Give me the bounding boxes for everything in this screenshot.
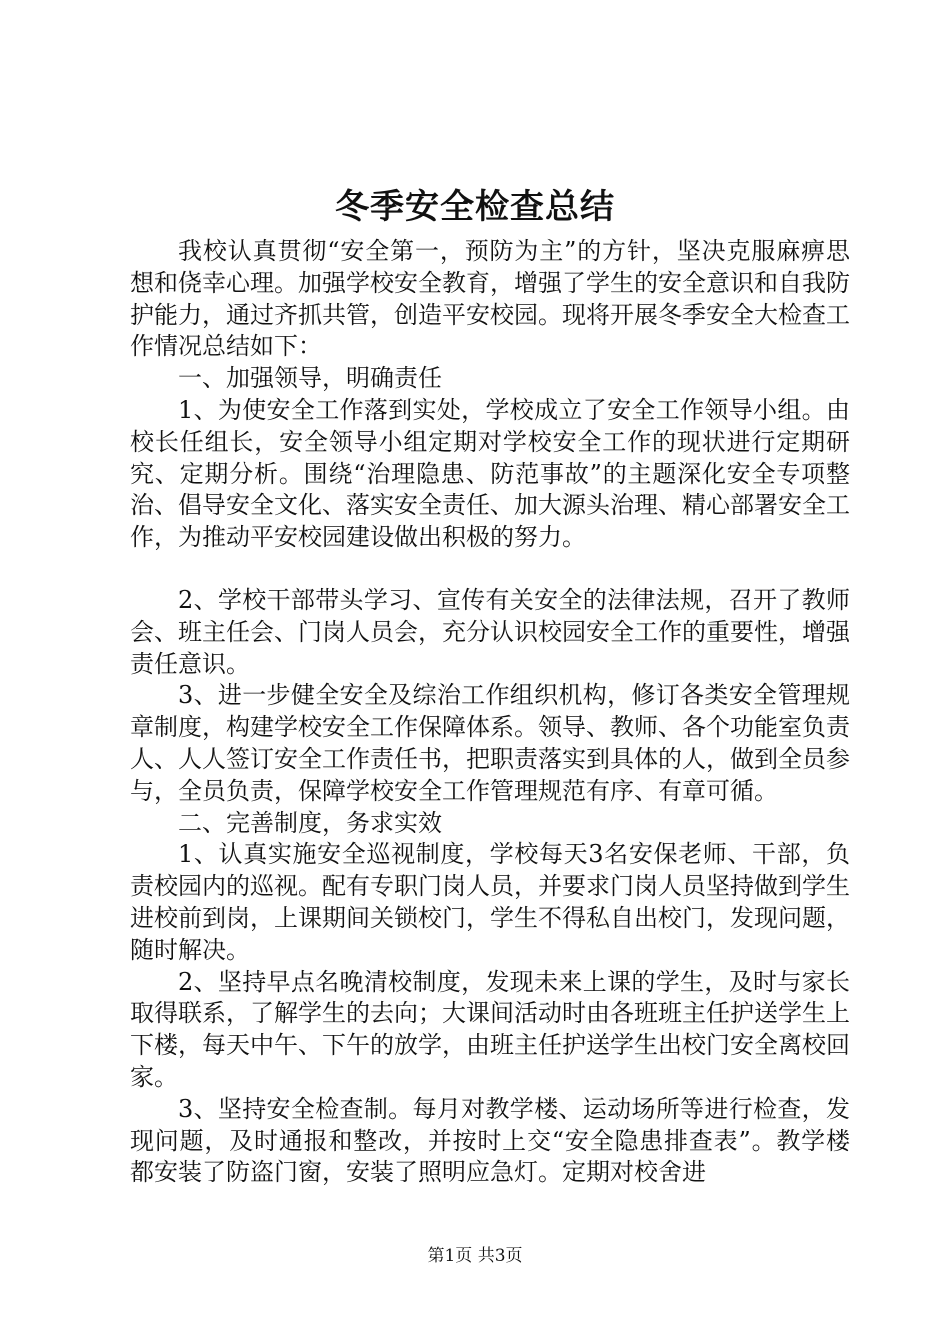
paragraph-1-2: 2、学校干部带头学习、宣传有关安全的法律法规，召开了教师会、班主任会、门岗人员会，充分认识校园安全工作的重要性，增强责任意识。 [130, 585, 850, 678]
document-body [130, 236, 850, 1189]
section-heading-2: 二、完善制度，务求实效 [178, 808, 442, 837]
section-heading-1: 一、加强领导，明确责任 [178, 364, 442, 393]
paragraph-1-3: 3、进一步健全安全及综治工作组织机构，修订各类安全管理规章制度，构建学校安全工作保障体系。领导、教师、各个功能室负责人、人人签订安全工作责任书，把职责落实到具体的人，做到全员参与，全员负责，保障学校安全工作管理规范有序、有章可循。 [130, 681, 850, 805]
page-title: 冬季安全检查总结 [335, 187, 615, 227]
paragraph-2-2: 2、坚持早点名晚清校制度，发现未来上课的学生，及时与家长取得联系，了解学生的去向；大课间活动时由各班班主任护送学生上下楼，每天中午、下午的放学，由班主任护送学生出校门安全离校回家。 [130, 967, 850, 1091]
page-footer: 第1页 共3页 [427, 1246, 523, 1266]
paragraph-2-3: 3、坚持安全检查制。每月对教学楼、运动场所等进行检查，发现问题，及时通报和整改，并按时上交“安全隐患排查表”。教学楼都安装了防盗门窗，安装了照明应急灯。定期对校舍进 [130, 1094, 850, 1187]
paragraph-1-1: 1、为使安全工作落到实处，学校成立了安全工作领导小组。由校长任组长，安全领导小组定期对学校安全工作的现状进行定期研究、定期分析。围绕“治理隐患、防范事故”的主题深化安全专项整治、倡导安全文化、落实安全责任、加大源头治理、精心部署安全工作，为推动平安校园建设做出积极的努力。 [130, 395, 850, 552]
paragraph-2-1: 1、认真实施安全巡视制度，学校每天3名安保老师、干部，负责校园内的巡视。配有专职门岗人员，并要求门岗人员坚持做到学生进校前到岗，上课期间关锁校门，学生不得私自出校门，发现问题，随时解决。 [130, 840, 850, 964]
paragraph-intro: 我校认真贯彻“安全第一，预防为主”的方针，坚决克服麻痹思想和侥幸心理。加强学校安全教育，增强了学生的安全意识和自我防护能力，通过齐抓共管，创造平安校园。现将开展冬季安全大检查工作情况总结如下： [130, 237, 850, 361]
